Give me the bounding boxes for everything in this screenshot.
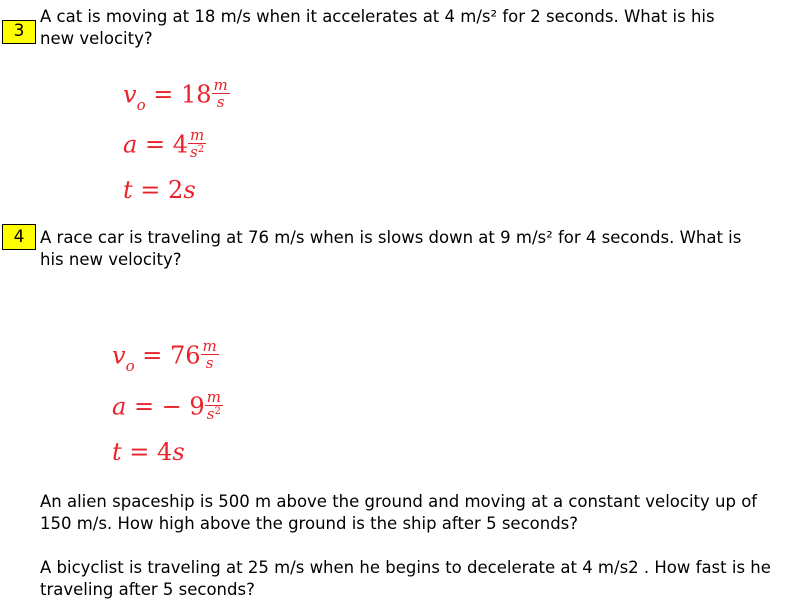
- time-equation: t = 2s: [123, 176, 196, 204]
- extra-question: An alien spaceship is 500 m above the ground and moving at a constant velocity up of 150 m/s. How high above the ground is the ship after 5 seconds?: [40, 492, 758, 533]
- acceleration-unit-fraction: $\frac{m}{s^2}$: [206, 388, 221, 423]
- time-equation: t = 4s: [112, 438, 185, 466]
- problem-question: A cat is moving at 18 m/s when it accelerates at 4 m/s² for 2 seconds. What is his new velocity?: [40, 7, 715, 48]
- initial-velocity-equation: $v_o = 76$ $\frac{m}{s}$: [112, 337, 217, 375]
- velocity-unit-fraction: $\frac{m}{s}$: [202, 337, 217, 372]
- velocity-unit-fraction: $\frac{m}{s}$: [213, 76, 228, 111]
- problem-number-badge: 3: [2, 20, 36, 44]
- initial-velocity-equation: $v_o = 18$ $\frac{m}{s}$: [123, 76, 228, 114]
- problem-question: A race car is traveling at 76 m/s when is slows down at 9 m/s² for 4 seconds. What is his new velocity?: [40, 228, 742, 269]
- acceleration-equation: a = 4 $\frac{m}{s^2}$: [123, 126, 205, 161]
- acceleration-unit-fraction: $\frac{m}{s^2}$: [189, 126, 205, 161]
- problem-number-badge: 4: [2, 224, 36, 250]
- extra-question: A bicyclist is traveling at 25 m/s when he begins to decelerate at 4 m/s2 . How fast is he traveling after 5 seconds?: [40, 558, 771, 599]
- acceleration-equation: a = − 9 $\frac{m}{s^2}$: [112, 388, 221, 423]
